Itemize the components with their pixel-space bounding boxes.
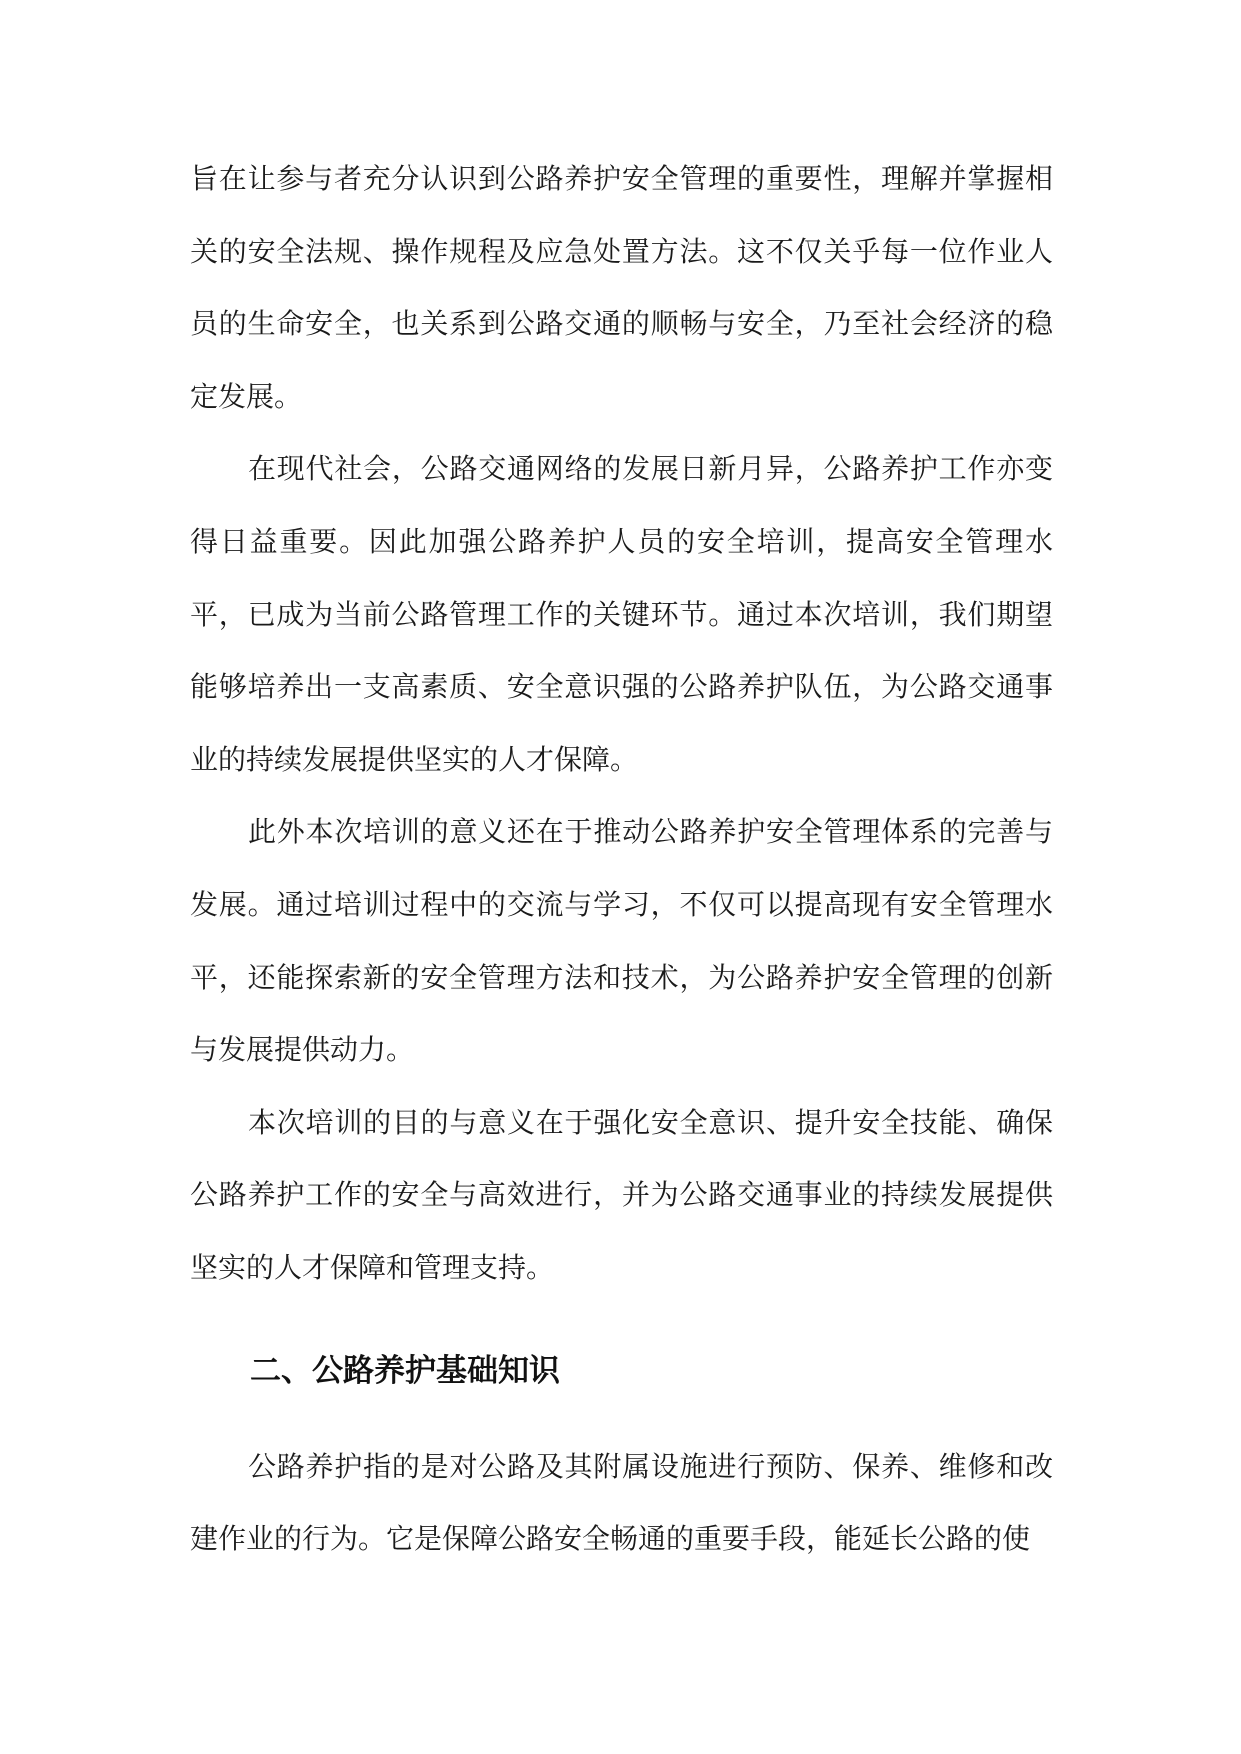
paragraph: 本次培训的目的与意义在于强化安全意识、提升安全技能、确保公路养护工作的安全与高效进行，并为公路交通事业的持续发展提供坚实的人才保障和管理支持。 xyxy=(190,1105,1053,1284)
paragraph: 在现代社会，公路交通网络的发展日新月异，公路养护工作亦变得日益重要。因此加强公路养护人员的安全培训，提高安全管理水平，已成为当前公路管理工作的关键环节。通过本次培训，我们期望能够培养出一支高素质、安全意识强的公路养护队伍，为公路交通事业的持续发展提供坚实的人才保障。 xyxy=(190,452,1053,776)
paragraph: 公路养护指的是对公路及其附属设施进行预防、保养、维修和改建作业的行为。它是保障公路安全畅通的重要手段，能延长公路的使 xyxy=(190,1449,1053,1556)
document-body xyxy=(190,143,1053,1576)
paragraph-continued: 旨在让参与者充分认识到公路养护安全管理的重要性，理解并掌握相关的安全法规、操作规程及应急处置方法。这不仅关乎每一位作业人员的生命安全，也关系到公路交通的顺畅与安全，乃至社会经济的稳定发展。 xyxy=(190,162,1053,413)
paragraph: 此外本次培训的意义还在于推动公路养护安全管理体系的完善与发展。通过培训过程中的交流与学习，不仅可以提高现有安全管理水平，还能探索新的安全管理方法和技术，为公路养护安全管理的创新与发展提供动力。 xyxy=(190,815,1053,1067)
section-heading: 二、公路养护基础知识 xyxy=(250,1352,560,1389)
